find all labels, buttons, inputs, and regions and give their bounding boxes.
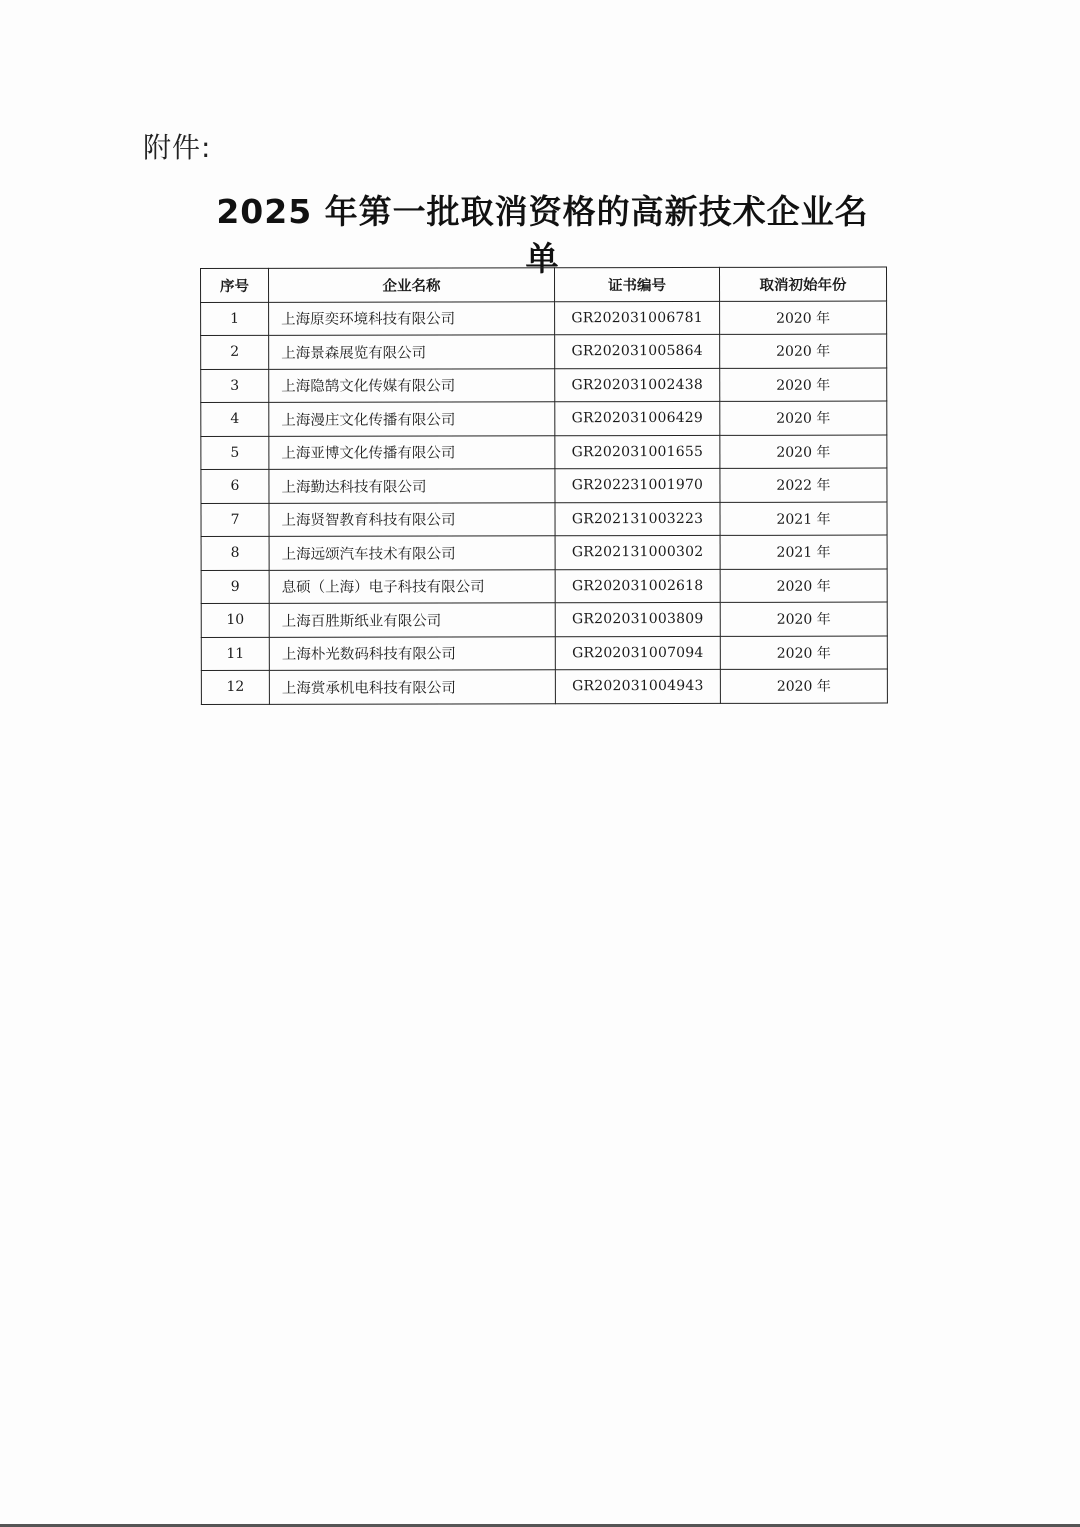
table-row [201, 334, 887, 369]
table-row [201, 569, 887, 604]
row-certificate-number: GR202031004943 [555, 669, 720, 703]
row-certificate-number: GR202031002618 [555, 569, 720, 603]
table-row [201, 535, 887, 570]
row-company-name: 息硕（上海）电子科技有限公司 [269, 569, 555, 603]
row-serial-number: 8 [201, 536, 269, 570]
row-certificate-number: GR202031001655 [555, 435, 720, 469]
row-serial-number: 12 [201, 670, 269, 704]
table-row [201, 636, 887, 671]
table-row [201, 602, 887, 637]
row-company-name: 上海漫庄文化传播有限公司 [269, 402, 555, 436]
row-cancel-start-year: 2020 年 [720, 602, 887, 636]
table-header-row [201, 267, 887, 302]
row-certificate-number: GR202031005864 [555, 334, 720, 368]
row-company-name: 上海贤智教育科技有限公司 [269, 502, 555, 536]
row-serial-number: 9 [201, 570, 269, 604]
row-serial-number: 2 [201, 335, 269, 369]
row-serial-number: 5 [201, 436, 269, 470]
header-company-name: 企业名称 [269, 268, 555, 302]
row-company-name: 上海隐鹄文化传媒有限公司 [269, 368, 555, 402]
table-row [201, 301, 887, 336]
table-row [201, 368, 887, 403]
row-company-name: 上海亚博文化传播有限公司 [269, 435, 555, 469]
header-cancel-start-year: 取消初始年份 [719, 267, 886, 301]
attachment-label: 附件: [143, 131, 212, 164]
row-cancel-start-year: 2020 年 [720, 401, 887, 435]
row-serial-number: 1 [201, 302, 269, 336]
document-title: 2025 年第一批取消资格的高新技术企业名单 [216, 192, 869, 278]
row-company-name: 上海百胜斯纸业有限公司 [269, 603, 555, 637]
row-company-name: 上海朴光数码科技有限公司 [269, 636, 555, 670]
table-row [201, 468, 887, 503]
row-company-name: 上海勤达科技有限公司 [269, 469, 555, 503]
row-certificate-number: GR202031006429 [555, 401, 720, 435]
company-table [200, 267, 888, 705]
row-certificate-number: GR202031002438 [555, 368, 720, 402]
row-cancel-start-year: 2020 年 [720, 301, 887, 335]
table-row [201, 502, 887, 537]
row-cancel-start-year: 2022 年 [720, 468, 887, 502]
row-certificate-number: GR202131000302 [555, 535, 720, 569]
table-row [201, 669, 887, 704]
row-cancel-start-year: 2021 年 [720, 535, 887, 569]
row-company-name: 上海赏承机电科技有限公司 [269, 670, 555, 704]
table-row [201, 435, 887, 470]
row-cancel-start-year: 2020 年 [720, 334, 887, 368]
row-serial-number: 10 [201, 603, 269, 637]
row-certificate-number: GR202031003809 [555, 602, 720, 636]
row-certificate-number: GR202031006781 [555, 301, 720, 335]
row-certificate-number: GR202231001970 [555, 468, 720, 502]
row-certificate-number: GR202131003223 [555, 502, 720, 536]
row-company-name: 上海原奕环境科技有限公司 [269, 301, 555, 335]
row-serial-number: 6 [201, 469, 269, 503]
row-serial-number: 7 [201, 503, 269, 537]
row-certificate-number: GR202031007094 [555, 636, 720, 670]
header-certificate-number: 证书编号 [555, 267, 720, 301]
row-serial-number: 4 [201, 402, 269, 436]
row-cancel-start-year: 2020 年 [720, 669, 887, 703]
table-row [201, 401, 887, 436]
row-cancel-start-year: 2020 年 [720, 569, 887, 603]
row-cancel-start-year: 2020 年 [720, 435, 887, 469]
header-serial-number: 序号 [201, 268, 269, 302]
row-serial-number: 3 [201, 369, 269, 403]
row-company-name: 上海景森展览有限公司 [269, 335, 555, 369]
row-company-name: 上海远颂汽车技术有限公司 [269, 536, 555, 570]
row-cancel-start-year: 2020 年 [720, 636, 887, 670]
row-cancel-start-year: 2021 年 [720, 502, 887, 536]
row-serial-number: 11 [201, 637, 269, 671]
row-cancel-start-year: 2020 年 [720, 368, 887, 402]
